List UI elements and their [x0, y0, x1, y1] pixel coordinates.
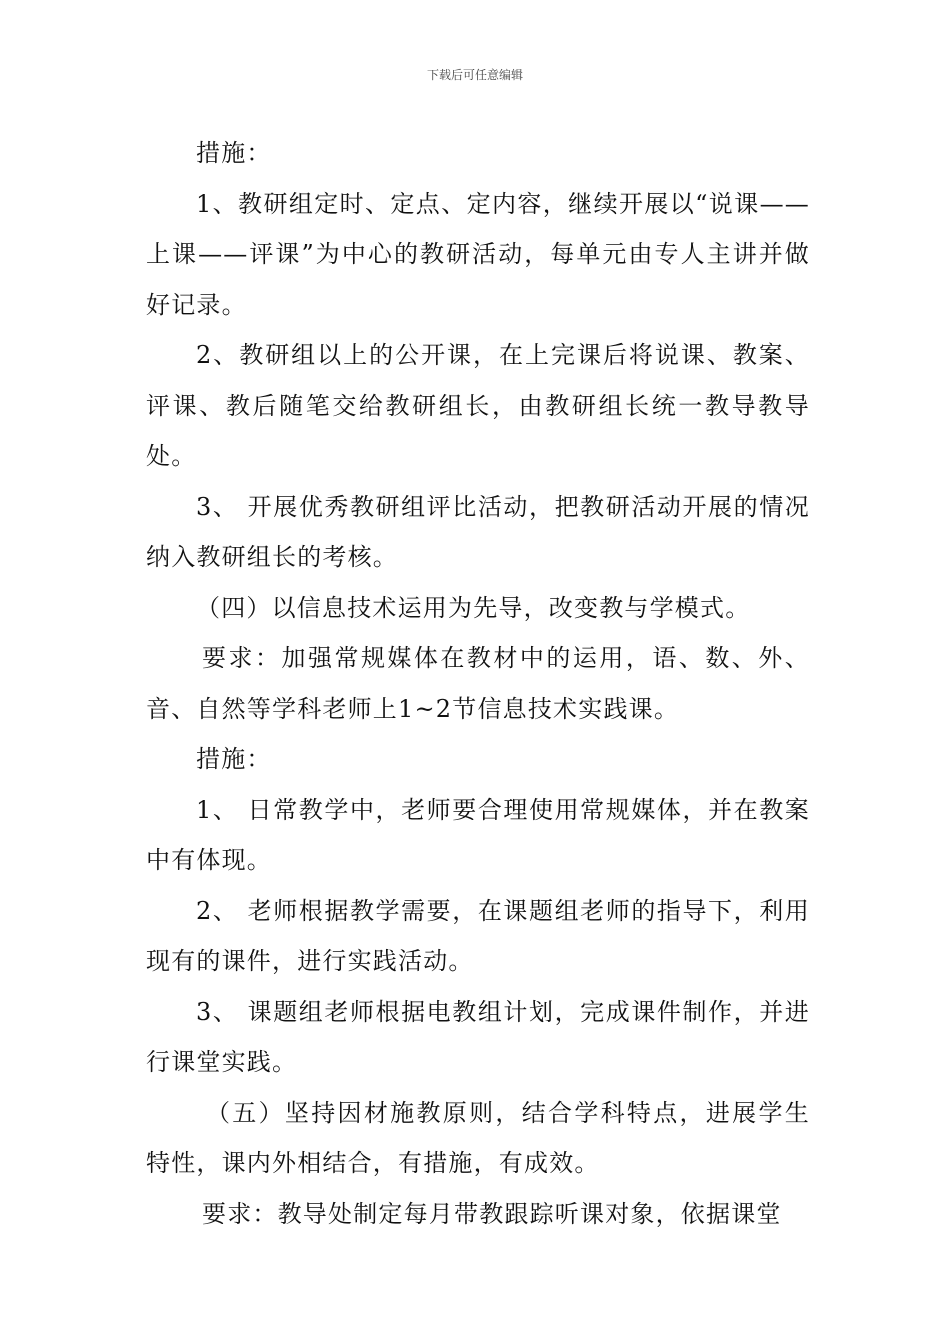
paragraph-measure-2: 2、教研组以上的公开课，在上完课后将说课、教案、评课、教后随笔交给教研组长，由教研组长统一教导教导处。 — [146, 341, 810, 470]
section-heading-4: （四）以信息技术运用为先导，改变教与学模式。 — [196, 593, 751, 622]
paragraph-requirement-5: 要求：教导处制定每月带教跟踪听课对象，依据课堂 — [202, 1199, 782, 1228]
paragraph-measure-4-1: 1、 日常教学中，老师要合理使用常规媒体，并在教案中有体现。 — [146, 795, 810, 874]
section-heading-5: （五）坚持因材施教原则，结合学科特点，进展学生特性，课内外相结合，有措施，有成效。 — [146, 1098, 810, 1177]
paragraph-measure-1: 1、教研组定时、定点、定内容，继续开展以“说课——上课——评课”为中心的教研活动，每单元由专人主讲并做好记录。 — [146, 189, 810, 319]
paragraph-measures-heading: 措施： — [196, 139, 272, 167]
paragraph-requirement-4: 要求：加强常规媒体在教材中的运用，语、数、外、音、自然等学科老师上1~2节信息技术实践课。 — [146, 644, 810, 723]
page-header: 下载后可任意编辑 — [426, 68, 523, 82]
paragraph-measure-4-2: 2、 老师根据教学需要，在课题组老师的指导下，利用现有的课件，进行实践活动。 — [146, 896, 810, 975]
document-body — [146, 128, 810, 1239]
paragraph-measure-4-3: 3、 课题组老师根据电教组计划，完成课件制作，并进行课堂实践。 — [146, 997, 810, 1076]
paragraph-measures-heading-2: 措施： — [196, 745, 272, 773]
paragraph-measure-3: 3、 开展优秀教研组评比活动，把教研活动开展的情况纳入教研组长的考核。 — [146, 492, 810, 571]
